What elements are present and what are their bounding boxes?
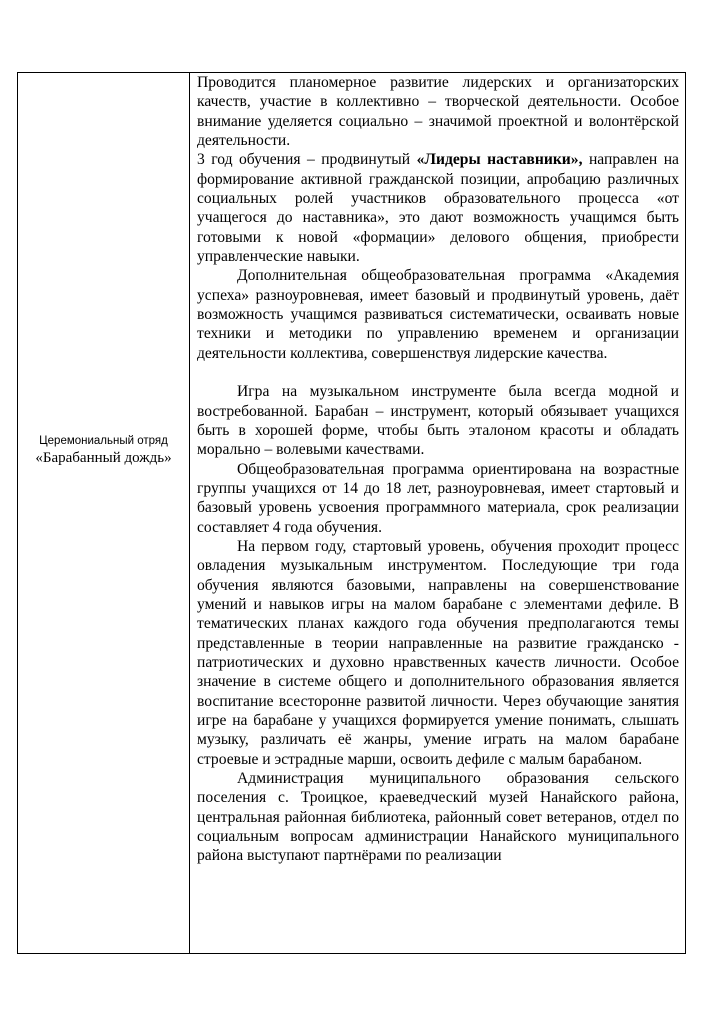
year3-prefix: 3 год обучения – продвинутый	[197, 151, 417, 169]
paragraph-partners: Администрация муниципального образования сельского поселения с. Троицкое, краеведческий музей Нанайского района, центральная районная библиотека, районный совет ветеранов, отдел по социальным вопросам администрации Нанайского муниципального района выступают партнёрами по реализации	[197, 770, 679, 865]
year3-suffix: направлен на формирование активной гражданской позиции, апробацию различных социальных ролей участников образовательного процесса «от учащегося до наставника», это дают возможность учащимся быть готовыми к новой «формации» делового общения, приобрести управленческие навыки.	[197, 151, 679, 266]
table-row	[18, 73, 686, 954]
paragraph-academy: Дополнительная общеобразовательная программа «Академия успеха» разноуровневая, имеет базовый и продвинутый уровень, даёт возможность учащимся развиваться систематически, осваивать новые техники и методики по управлению временем и организации деятельности коллектива, совершенствуя лидерские качества.	[197, 267, 679, 362]
unit-name-line1: Церемониальный отряд	[39, 435, 168, 447]
unit-name-cell	[18, 73, 190, 954]
paragraph-program-ages: Общеобразовательная программа ориентирована на возрастные группы учащихся от 14 до 18 лет, разноуровневая, имеет стартовый и базовый уровень усвоения программного материала, срок реализации составляет 4 года обучения.	[197, 460, 679, 536]
paragraph-drum-intro: Игра на музыкальном инструменте была всегда модной и востребованной. Барабан – инструмент, который обязывает учащихся быть в хорошей форме, чтобы быть эталоном красоты и обладать морально – волевыми качествами.	[197, 383, 679, 459]
paragraph-first-year: На первом году, стартовый уровень, обучения проходит процесс овладения музыкальным инструментом. Последующие три года обучения являются базовыми, направлены на совершенствование умений и навыков игры на малом барабане с элементами дефиле. В тематических планах каждого года обучения предполагаются темы представленные в теории направленные на развитие гражданско - патриотических и духовно нравственных качеств личности. Особое значение в системе общего и дополнительного образования является воспитание всесторонне развитой личности. Через обучающие занятия игре на барабане у учащихся формируется умение понимать, слышать музыку, различать её жанры, умение играть на малом барабане строевые и эстрадные марши, освоить дефиле с малым барабаном.	[197, 537, 679, 768]
paragraph-leadership: Проводится планомерное развитие лидерских и организаторских качеств, участие в коллективно – творческой деятельности. Особое внимание уделяется социально – значимой проектной и волонтёрской деятельности.	[197, 74, 679, 150]
unit-name	[18, 433, 189, 468]
paragraph-year3	[197, 150, 679, 266]
description-cell	[190, 73, 686, 954]
unit-name-line2: «Барабанный дождь»	[35, 450, 172, 466]
program-table	[17, 72, 686, 954]
year3-bold-title: «Лидеры наставники»,	[416, 151, 583, 169]
